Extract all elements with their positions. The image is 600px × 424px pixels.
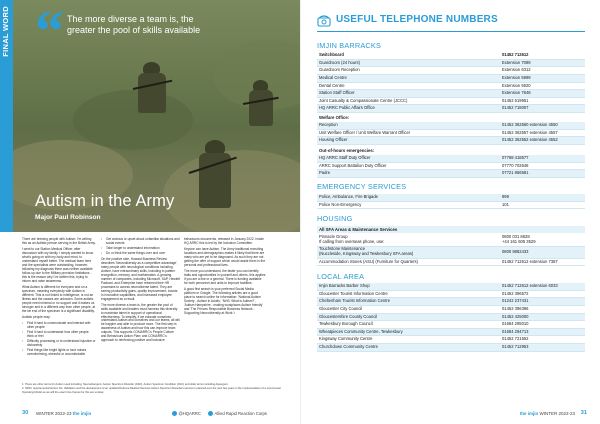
table-row: [317, 258, 585, 266]
contact-name: ARRC Support Battalion Duty Officer: [317, 162, 500, 170]
contact-number[interactable]: 101: [500, 201, 585, 209]
contact-number[interactable]: 0800 031 8628 +44 161 605 3529: [500, 234, 585, 246]
list-item: • Difficulty processing or to understand injustice or dishonesty: [22, 340, 96, 348]
contact-name: Guardroom (24 hours): [317, 59, 500, 67]
list-item: • Find it hard to understand how other people think or feel: [22, 331, 96, 339]
table-row: [317, 129, 585, 137]
table-row: [317, 234, 585, 246]
table-row: [317, 82, 585, 90]
contact-number[interactable]: 01452 396396: [500, 306, 585, 314]
contact-number[interactable]: 07721 866581: [500, 170, 585, 178]
contact-number[interactable]: 01452 721552: [500, 336, 585, 344]
social-handle[interactable]: [172, 411, 201, 416]
contact-name: Dental Centre: [317, 82, 500, 90]
group-label-welfare: Welfare Office:: [319, 115, 350, 120]
paragraph: On the positive side, Howard Business Review describes 'Neurodiversity as a competitive advantage', many people with neurological conditions including Autism, have extraordinary skills, including in pattern recognition, memory, and mathematics. A growing number of companies, including Microsoft, SAP, Hewlett Packard, and Enterprise have reformed their HR processes to access neurodiverse talent. They are seeing productivity gains, quality improvement, boosts in innovative capabilities, and increased employee engagement as a result.: [101, 257, 180, 301]
directory-table-imjin: [317, 52, 585, 113]
footer-magazine-name: the imjin: [72, 410, 92, 416]
bullet-list: [101, 238, 180, 256]
contact-name: Gloucester City Council: [317, 306, 500, 314]
footnote: 2. SPAC requirements/Version No. Validation and the development of an updated Defence Medical Services Autism Spectrum Disorders service is planned over the next few years in the implementation of a new Human Operating Model as we will the exact time frames for this are unclear.: [22, 387, 282, 394]
table-row: [317, 344, 585, 352]
table-row: [317, 67, 585, 75]
contact-number[interactable]: 07768 418577: [500, 155, 585, 162]
contact-name: Touchstone Maintenance (Nuccleside, Kingsway and Tewkesbury SFA areas): [317, 246, 500, 258]
side-tab-label: FINAL WORD: [1, 6, 10, 57]
paragraph: behaviours documents, released in January 2022. Inside HQ ARRC this is led by the Inclusion Committee.: [184, 237, 264, 245]
paragraph: I went to our Station Medical Officer, after discussion with my family. I simply wanted to know what's going on with my body and mind, to understand myself better. The medical team here and the specialists were outstanding, however, following my diagnosis there was neither available follow-up due to the Military provision limitations - this is the reason why I've written this, trying to inform and raise awareness.: [22, 247, 94, 283]
footer-issue: [520, 411, 575, 416]
paragraph: A good first search is your preferred Social Media platform or Google. The following articles are a good place to search online for information: 'National Autism Society - Autism in Adults', 'NHS: What is Autism?', 'Autism Hampshire - making workplaces Autism friendly' and 'The Princes Responsible Business Network - Supporting Neurodiversity at Work.'²: [184, 287, 263, 315]
contact-number[interactable]: 999: [500, 194, 585, 201]
article-column-2: [101, 238, 180, 345]
contact-name: Padre: [317, 170, 500, 178]
table-row: [317, 246, 585, 258]
table-row: [317, 75, 585, 83]
contact-name: Medical Centre: [317, 75, 500, 83]
contact-number[interactable]: 01242 237431: [500, 298, 585, 306]
contact-name: Cheltenham Tourist Information Centre: [317, 298, 500, 306]
contact-number[interactable]: Extension 5999: [500, 75, 585, 83]
table-row: [317, 162, 585, 170]
page-number: 31: [580, 410, 587, 416]
contact-name: Police Non-Emergency: [317, 201, 500, 209]
contact-name: Churchdown Community Centre: [317, 344, 500, 352]
contact-number[interactable]: 01452 712612: [500, 52, 585, 59]
footnotes: [22, 383, 292, 395]
group-label-housing: All SFA Areas & Maintenance Services: [319, 227, 398, 232]
list-item: • Find it hard to communicate and interact with other people: [22, 322, 96, 330]
quote-mark-icon: “: [35, 0, 64, 63]
contact-number[interactable]: 01452 718007: [500, 105, 585, 113]
table-row: [317, 283, 585, 290]
contact-name: Accommodation Stores (ASU) (Furniture for Quarters): [317, 258, 500, 266]
footer-issue-date: WINTER 2022-23: [539, 410, 575, 416]
paragraph: The more diverse a team is, the greater the pool of skills available and leaders must harness this diversity to maximise talent in support of operational effectiveness. To simplify, if we educate ourselves, understand Autism and ourselves and our teams, all will be happier and able to produce more. The first step is awareness of Autism and how this can improve team outputs. This supports COMARRC's People Culture and Behaviours Action Plan¹ and COMARRC's approach to reinforcing positive and inclusive: [101, 302, 180, 343]
table-row: [317, 336, 585, 344]
table-row: [317, 155, 585, 162]
contact-number[interactable]: 01452 712953: [500, 344, 585, 352]
table-row: [317, 170, 585, 178]
section-heading-housing: HOUSING: [317, 214, 353, 223]
contact-number[interactable]: Extension 7848: [500, 90, 585, 98]
contact-name: Imjin Barracks Barber Shop: [317, 283, 500, 290]
left-page-footer: [0, 404, 300, 424]
footer-magazine-name: the imjin: [519, 410, 539, 416]
contact-name: HQ ARRC Public Affairs Office: [317, 105, 500, 113]
section-side-tab: [0, 0, 13, 232]
table-row: [317, 306, 585, 314]
list-item: • Get anxious or upset about unfamiliar situations and social events: [101, 238, 180, 246]
contact-name: Housing Officer: [317, 137, 500, 145]
table-row: [317, 313, 585, 321]
contact-number[interactable]: Extension 5920: [500, 82, 585, 90]
contact-number[interactable]: 01452 712612 extension 6033: [500, 283, 585, 290]
contact-name: Joint Casualty & Compassionate Centre (JCCC): [317, 97, 500, 105]
paragraph: Keyone can have Autism. The Army traditional recruiting locations and demographics makes it likely that there are many who are yet to be diagnosed. As such they are not getting the offer of support which would assist them in the personal and professional lives.: [184, 247, 266, 267]
footnote: 1. There are other terms for Autism used including, Neurodivergent, Autism Spectrum Disorder (ASD), Autism Spectrum Condition (ASC) and older terms including Aspergers.: [22, 383, 229, 386]
list-item: • Find things like bright lights or loud noises overwhelming, stressful or uncomfortable: [22, 349, 96, 357]
contact-number[interactable]: 01452 712612 extension 7387: [500, 258, 585, 266]
pull-quote: The more diverse a team is, the greater the pool of skills available: [67, 14, 201, 35]
table-row: [317, 290, 585, 298]
contact-number[interactable]: 01684 294713: [500, 328, 585, 336]
list-item: • Do or think the same things over and over: [101, 252, 180, 256]
directory-table-local: [317, 283, 585, 352]
social-icon: [208, 411, 213, 416]
bullet-list: [22, 322, 96, 357]
social-handle-label: @HQARRC: [178, 410, 201, 416]
table-row: [317, 59, 585, 67]
contact-number[interactable]: 01452 396572: [500, 290, 585, 298]
section-heading-local: LOCAL AREA: [317, 272, 365, 281]
contact-name: Unit Welfare Officer / Unit Welfare Warrant Officer: [317, 129, 500, 137]
contact-number[interactable]: 07770 702648: [500, 162, 585, 170]
right-page-footer: [301, 404, 600, 424]
contact-number[interactable]: 01452 425000: [500, 313, 585, 321]
page-title: USEFUL TELEPHONE NUMBERS: [336, 14, 498, 25]
article-title: Autism in the Army: [35, 192, 175, 210]
page-number: 30: [22, 410, 29, 416]
contact-number[interactable]: 01452 519951: [500, 97, 585, 105]
contact-name: Police, Ambulance, Fire Brigade: [317, 194, 500, 201]
directory-table-emergency: [317, 194, 585, 209]
list-item: • Take longer to understand information: [101, 247, 180, 251]
contact-number[interactable]: Extension 7089: [500, 59, 585, 67]
directory-table-housing: [317, 234, 585, 266]
contact-name: Kingsway Community Centre: [317, 336, 500, 344]
table-row: [317, 97, 585, 105]
table-row: [317, 328, 585, 336]
footer-issue: [36, 411, 91, 416]
contact-name: HQ ARRC Staff Duty Officer: [317, 155, 500, 162]
social-icon: [172, 411, 177, 416]
table-row: [317, 105, 585, 113]
social-handle-label: Allied Rapid Reaction Corps: [214, 410, 267, 416]
telephone-icon: [317, 14, 331, 28]
section-heading-emergency: EMERGENCY SERVICES: [317, 182, 407, 191]
article-byline: Major Paul Robinson: [35, 214, 101, 221]
table-row: [317, 321, 585, 329]
paragraph: Autistic people may:: [22, 314, 51, 319]
contact-number[interactable]: Extension 6312: [500, 67, 585, 75]
section-heading-imjin: IMJIN BARRACKS: [317, 41, 382, 50]
contact-number[interactable]: 01452 362552 extension 4552: [500, 137, 585, 145]
paragraph: What Autism is different for everyone and on a spectrum, meaning everybody with Autism is different. This is not linked to intelligence, is not an illness and the causes are unknown. Some autistic people need minimal or no support and it makes us stronger and in a different way from other people, at the far end of the spectrum is a significant disability.: [22, 284, 96, 313]
table-row: [317, 122, 585, 129]
paragraph: There are brewing people with Autism. I'm writing this as an Autistic person serving in the British Army.: [22, 237, 96, 245]
directory-table-out-of-hours: [317, 155, 585, 178]
contact-name: Switchboard: [317, 52, 500, 59]
group-label-out-of-hours: Out-of-hours emergencies:: [319, 148, 375, 153]
table-row: [317, 194, 585, 201]
contact-number[interactable]: 01684 295010: [500, 321, 585, 329]
right-page: [300, 0, 600, 424]
contact-name: Gloucestershire County Council: [317, 313, 500, 321]
title-divider: [317, 31, 585, 32]
article-column-1: [22, 238, 96, 359]
contact-name: Station Staff Officer: [317, 90, 500, 98]
table-row: [317, 52, 585, 59]
contact-name: Guardroom Reception: [317, 67, 500, 75]
contact-number[interactable]: 01452 362557 extension 4557: [500, 129, 585, 137]
table-row: [317, 201, 585, 209]
contact-number[interactable]: 0800 9882433: [500, 246, 585, 258]
paragraph: The more you understand, the faster you can identify traits and opportunities in yourself and others, this applies if you are a line or a general. There is funding available for both personnel and units to improve facilities.: [184, 269, 266, 285]
contact-name: Wheatpieces Community Centre, Tewkesbury: [317, 328, 500, 336]
social-handle[interactable]: [208, 411, 267, 416]
contact-name: Tewkesbury Borough Council: [317, 321, 500, 329]
contact-number[interactable]: 01452 362560 extension 4550: [500, 122, 585, 129]
article-column-3: [184, 238, 266, 318]
footer-issue-date: WINTER 2022-23: [36, 410, 72, 416]
table-row: [317, 298, 585, 306]
contact-name: Reception: [317, 122, 500, 129]
table-row: [317, 90, 585, 98]
contact-name: Pinnacle Group If calling from overseas phone, use:: [317, 234, 500, 246]
directory-table-welfare: [317, 122, 585, 145]
table-row: [317, 137, 585, 145]
contact-name: Gloucester Tourist Information Centre: [317, 290, 500, 298]
article-hero-photo: [13, 0, 300, 232]
